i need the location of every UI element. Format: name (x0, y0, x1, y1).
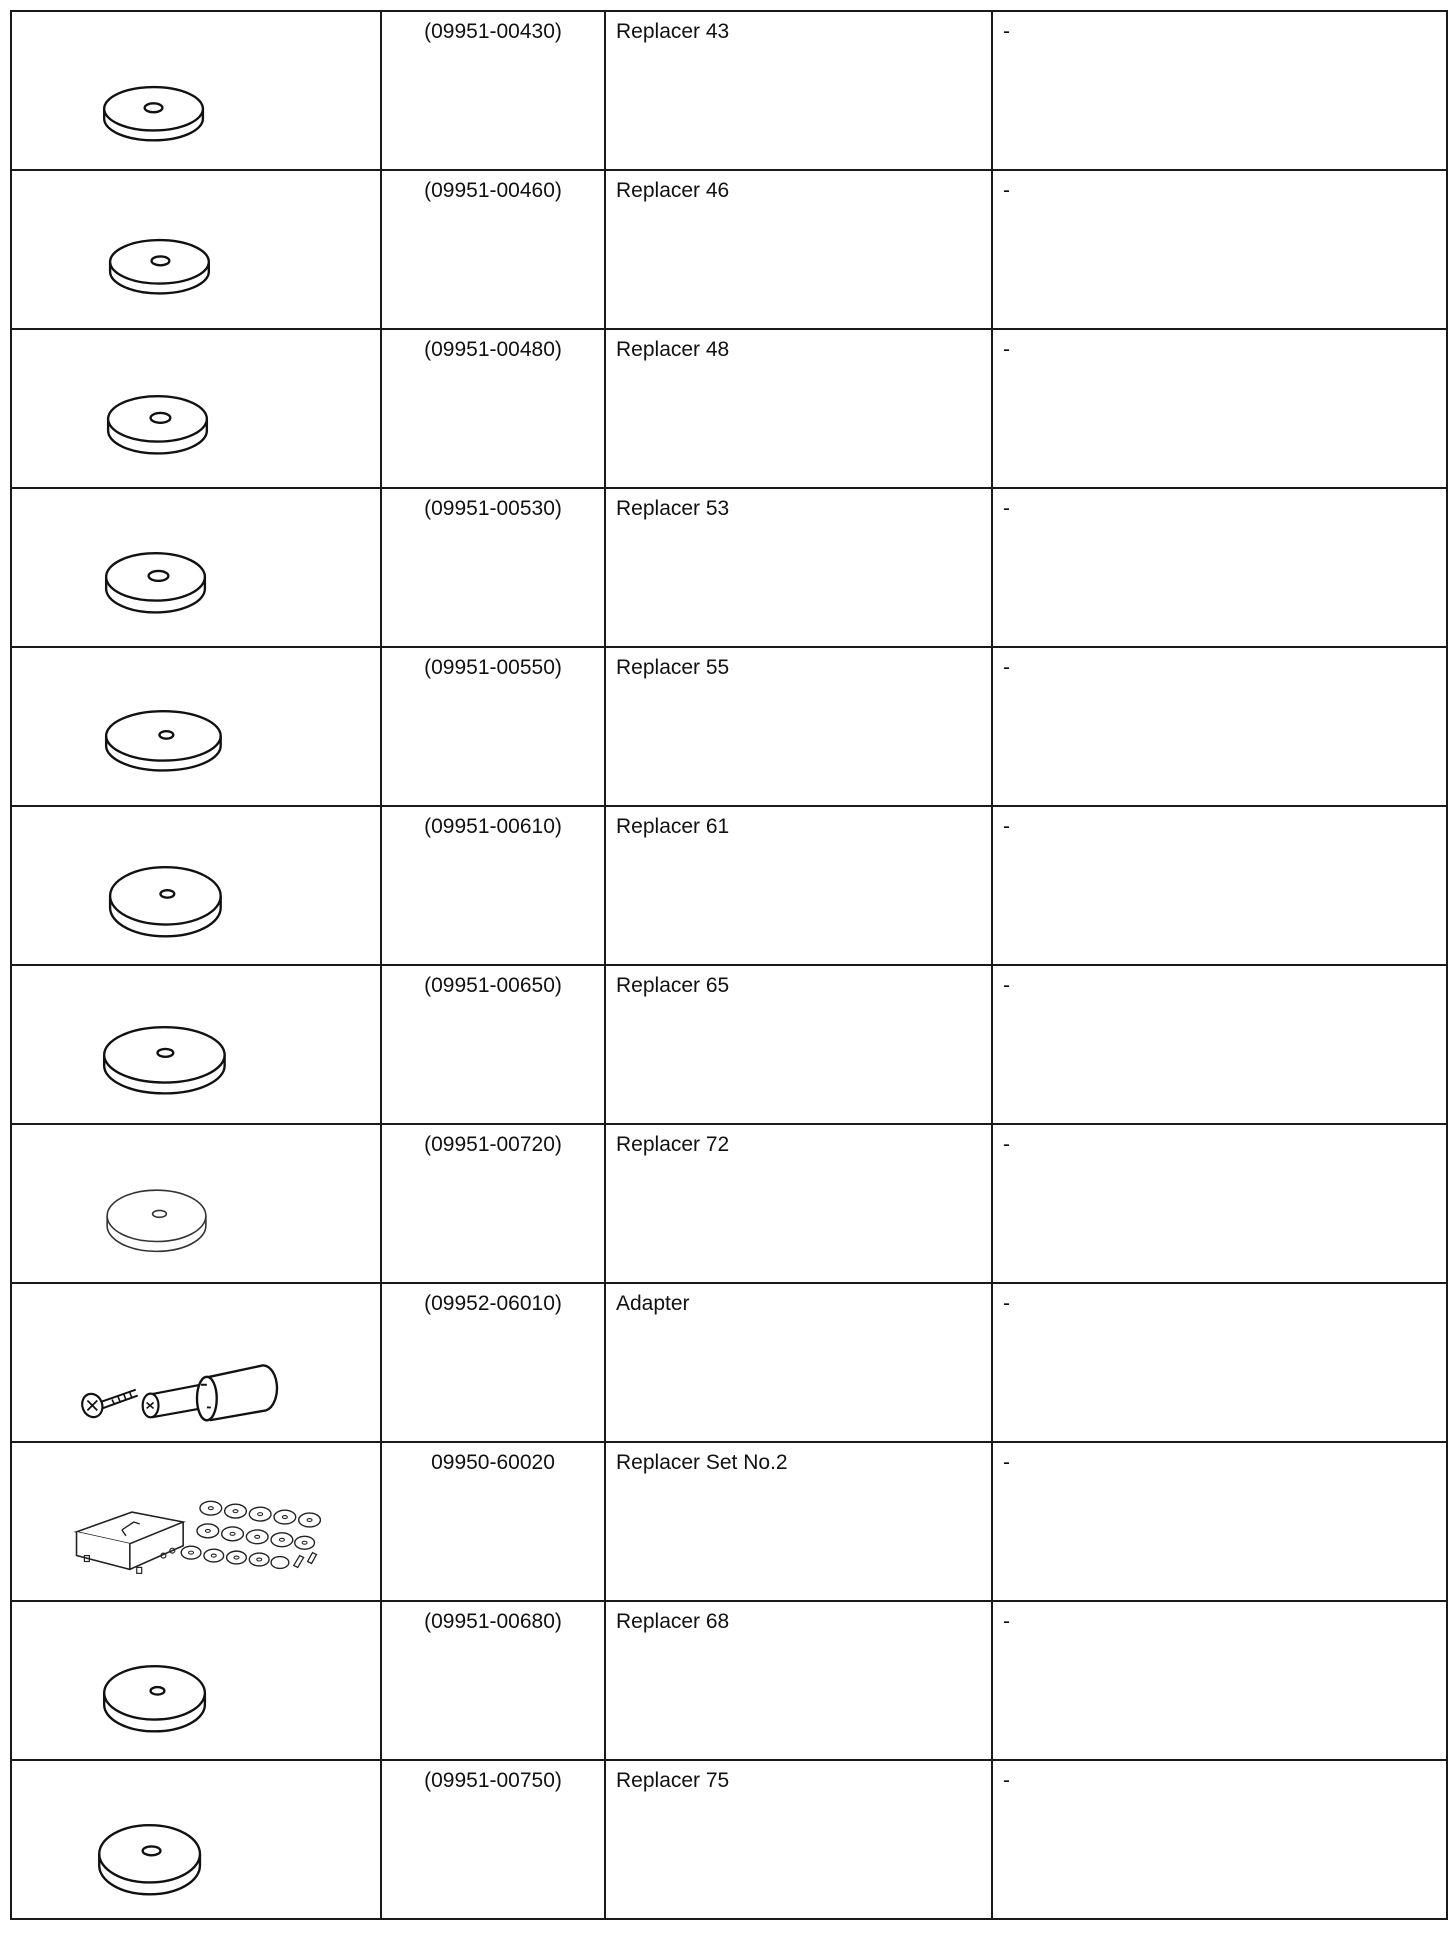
table-row (11, 806, 1447, 965)
replacer-set-case-icon (12, 1443, 380, 1600)
tool-illustration-cell (11, 1442, 381, 1601)
part-number: (09951-00750) (381, 1760, 605, 1919)
replacer-disc-icon (12, 171, 380, 328)
tool-illustration-cell (11, 806, 381, 965)
part-number: (09951-00430) (381, 11, 605, 170)
table-row (11, 488, 1447, 647)
tool-illustration-cell (11, 1283, 381, 1442)
tool-name: Replacer 53 (605, 488, 992, 647)
tool-illustration-cell (11, 965, 381, 1124)
table-row (11, 329, 1447, 488)
tool-name: Replacer 72 (605, 1124, 992, 1283)
table-row (11, 1601, 1447, 1760)
tool-illustration-cell (11, 1124, 381, 1283)
replacer-disc-icon (12, 807, 380, 964)
tool-note: - (992, 806, 1447, 965)
part-number: (09951-00550) (381, 647, 605, 806)
table-row (11, 1760, 1447, 1919)
replacer-disc-icon (12, 1125, 380, 1282)
part-number: 09950-60020 (381, 1442, 605, 1601)
tool-illustration-cell (11, 647, 381, 806)
tool-name: Adapter (605, 1283, 992, 1442)
tool-name: Replacer 43 (605, 11, 992, 170)
tool-note: - (992, 1124, 1447, 1283)
table-row (11, 11, 1447, 170)
replacer-disc-icon (12, 12, 380, 169)
replacer-disc-icon (12, 489, 380, 646)
tool-note: - (992, 488, 1447, 647)
tool-note: - (992, 170, 1447, 329)
tool-name: Replacer 55 (605, 647, 992, 806)
tool-name: Replacer 75 (605, 1760, 992, 1919)
part-number: (09951-00460) (381, 170, 605, 329)
part-number: (09951-00480) (381, 329, 605, 488)
tool-note: - (992, 1442, 1447, 1601)
part-number: (09951-00720) (381, 1124, 605, 1283)
table-row (11, 1124, 1447, 1283)
tool-name: Replacer 48 (605, 329, 992, 488)
tool-note: - (992, 647, 1447, 806)
adapter-icon (12, 1284, 380, 1441)
tool-name: Replacer 65 (605, 965, 992, 1124)
part-number: (09951-00680) (381, 1601, 605, 1760)
tool-note: - (992, 1601, 1447, 1760)
part-number: (09952-06010) (381, 1283, 605, 1442)
tool-name: Replacer 68 (605, 1601, 992, 1760)
tool-illustration-cell (11, 11, 381, 170)
part-number: (09951-00530) (381, 488, 605, 647)
table-row (11, 1442, 1447, 1601)
tool-note: - (992, 965, 1447, 1124)
tool-illustration-cell (11, 488, 381, 647)
part-number: (09951-00650) (381, 965, 605, 1124)
tool-illustration-cell (11, 329, 381, 488)
tool-note: - (992, 1760, 1447, 1919)
tool-illustration-cell (11, 1760, 381, 1919)
tool-illustration-cell (11, 170, 381, 329)
table-row (11, 1283, 1447, 1442)
tool-note: - (992, 329, 1447, 488)
tool-illustration-cell (11, 1601, 381, 1760)
table-row (11, 170, 1447, 329)
tool-name: Replacer 46 (605, 170, 992, 329)
part-number: (09951-00610) (381, 806, 605, 965)
replacer-disc-icon (12, 1602, 380, 1759)
special-service-tools-table (10, 10, 1448, 1920)
replacer-disc-icon (12, 648, 380, 805)
replacer-disc-icon (12, 966, 380, 1123)
replacer-disc-icon (12, 1761, 380, 1918)
tool-note: - (992, 11, 1447, 170)
replacer-disc-icon (12, 330, 380, 487)
tool-note: - (992, 1283, 1447, 1442)
table-row (11, 647, 1447, 806)
tool-name: Replacer 61 (605, 806, 992, 965)
table-row (11, 965, 1447, 1124)
tool-name: Replacer Set No.2 (605, 1442, 992, 1601)
